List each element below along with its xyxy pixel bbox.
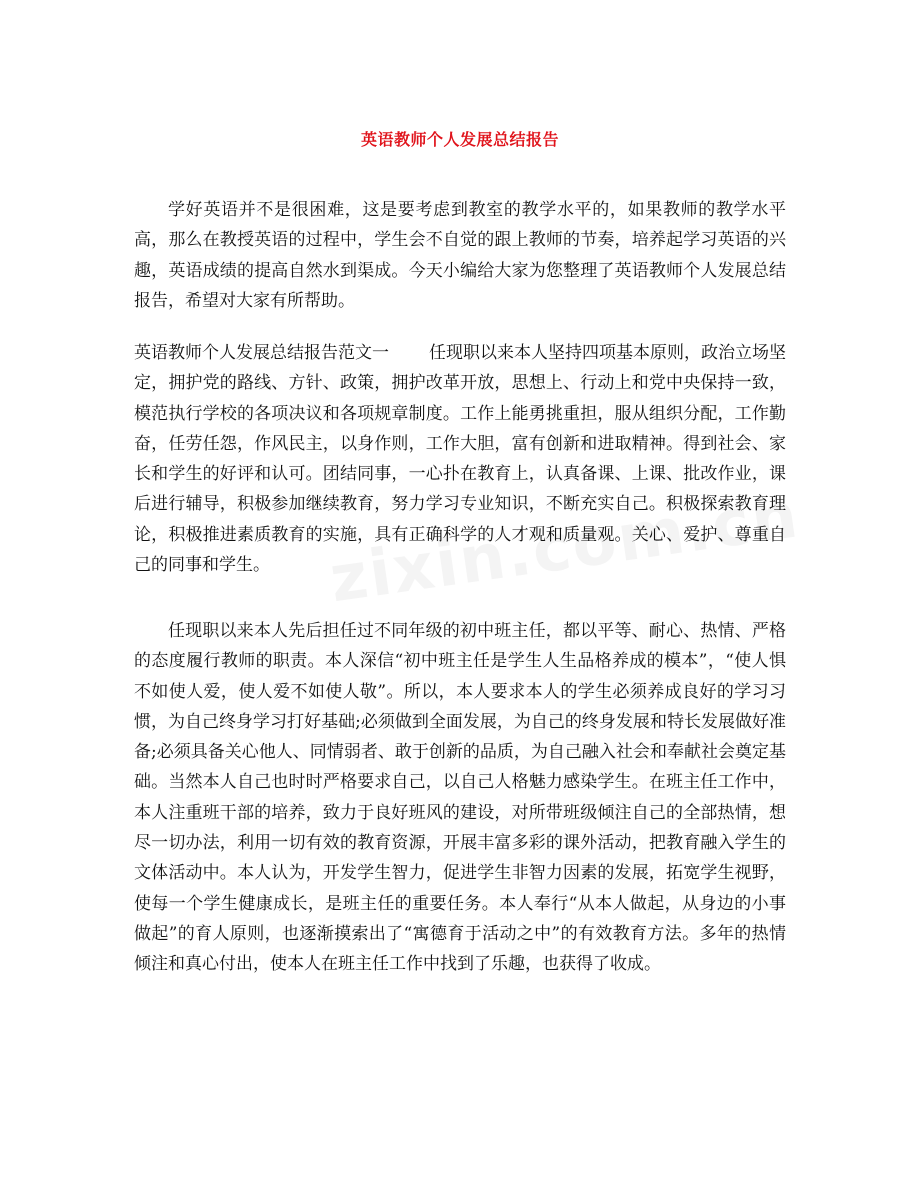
intro-paragraph: 学好英语并不是很困难，这是要考虑到教室的教学水平的，如果教师的教学水平高，那么在教授英语的过程中，学生会不自觉的跟上教师的节奏，培养起学习英语的兴趣，英语成绩的提高自然水到渠成。今天小编给大家为您整理了英语教师个人发展总结报告，希望对大家有所帮助。 bbox=[134, 200, 786, 311]
section-one-paragraph bbox=[134, 338, 786, 580]
section-heading: 英语教师个人发展总结报告范文一 bbox=[134, 343, 389, 363]
section-one-text: 任现职以来本人坚持四项基本原则，政治立场坚定，拥护党的路线、方针、政策，拥护改革开放，思想上、行动上和党中央保持一致，模范执行学校的各项决议和各项规章制度。工作上能勇挑重担，服从组织分配，工作勤奋，任劳任怨，作风民主，以身作则，工作大胆，富有创新和进取精神。得到社会、家长和学生的好评和认可。团结同事，一心扑在教育上，认真备课、上课、批改作业，课后进行辅导，积极参加继续教育，努力学习专业知识，不断充实自己。积极探索教育理论，积极推进素质教育的实施，具有正确科学的人才观和质量观。关心、爱护、尊重自己的同事和学生。 bbox=[134, 343, 786, 576]
document-title: 英语教师个人发展总结报告 bbox=[360, 130, 559, 149]
paragraph-two: 任现职以来本人先后担任过不同年级的初中班主任，都以平等、耐心、热情、严格的态度履行教师的职责。本人深信“初中班主任是学生人生品格养成的模本”，“使人惧不如使人爱，使人爱不如使人敬”。所以，本人要求本人的学生必须养成良好的学习习惯，为自己终身学习打好基础;必须做到全面发展，为自己的终身发展和特长发展做好准备;必须具备关心他人、同情弱者、敢于创新的品质，为自己融入社会和奉献社会奠定基础。当然本人自己也时时严格要求自己，以自己人格魅力感染学生。在班主任工作中，本人注重班干部的培养，致力于良好班风的建设，对所带班级倾注自己的全部热情，想尽一切办法，利用一切有效的教育资源，开展丰富多彩的课外活动，把教育融入学生的文体活动中。本人认为，开发学生智力，促进学生非智力因素的发展，拓宽学生视野，使每一个学生健康成长，是班主任的重要任务。本人奉行“从本人做起，从身边的小事做起”的育人原则，也逐渐摸索出了“寓德育于活动之中”的有效教育方法。多年的热情倾注和真心付出，使本人在班主任工作中找到了乐趣，也获得了收成。 bbox=[134, 621, 786, 975]
